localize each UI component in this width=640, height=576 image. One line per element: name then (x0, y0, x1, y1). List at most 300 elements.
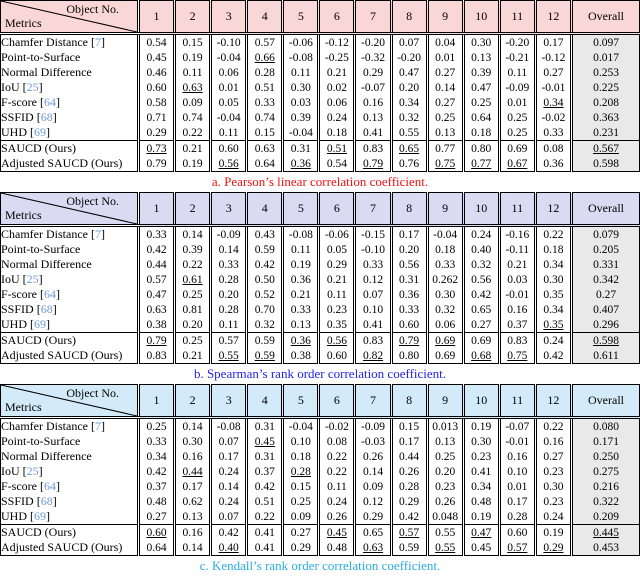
value-cell: 0.45 (319, 525, 355, 541)
value-cell: 0.33 (247, 95, 283, 110)
value-cell: 0.23 (535, 464, 571, 479)
value-cell: 0.50 (247, 272, 283, 287)
citation-bracket: [ (37, 479, 44, 493)
metric-name: SSFID (1, 110, 34, 124)
value-cell: 0.44 (175, 464, 211, 479)
value-cell: 0.16 (355, 95, 391, 110)
value-cell: -0.08 (283, 50, 319, 65)
value-cell: 0.45 (247, 434, 283, 449)
object-column-header: 2 (175, 1, 211, 34)
overall-value-cell: 0.275 (572, 464, 640, 479)
metric-name: UHD (1, 125, 27, 139)
value-cell: 0.22 (535, 226, 571, 243)
value-cell: 0.11 (211, 317, 247, 333)
value-cell: 0.07 (211, 509, 247, 525)
object-column-header: 2 (175, 385, 211, 418)
value-cell: 0.30 (535, 479, 571, 494)
value-cell: -0.02 (535, 110, 571, 125)
value-cell: 0.10 (355, 302, 391, 317)
value-cell: -0.06 (319, 226, 355, 243)
value-cell: 0.47 (391, 65, 427, 80)
metric-label-cell (1, 494, 139, 509)
corner-metrics-label: Metrics (5, 208, 42, 222)
value-cell: 0.14 (175, 540, 211, 556)
table-body (1, 34, 640, 172)
value-cell: 0.16 (499, 302, 535, 317)
value-cell: 0.67 (499, 156, 535, 172)
correlation-table-block (0, 0, 640, 192)
value-cell: 0.61 (175, 272, 211, 287)
object-column-header: 1 (139, 193, 175, 226)
table-row (1, 317, 640, 333)
overall-value-cell: 0.231 (572, 125, 640, 141)
value-cell: 0.07 (355, 287, 391, 302)
value-cell: 0.33 (427, 257, 463, 272)
table-row (1, 525, 640, 541)
value-cell: 0.44 (391, 449, 427, 464)
citation-bracket: [ (19, 464, 27, 478)
table-row (1, 348, 640, 364)
value-cell: 0.36 (283, 272, 319, 287)
value-cell: 0.11 (499, 65, 535, 80)
value-cell: 0.69 (427, 333, 463, 349)
value-cell: 0.15 (247, 125, 283, 141)
value-cell: 0.33 (139, 434, 175, 449)
value-cell: 0.25 (139, 418, 175, 435)
value-cell: 0.28 (247, 65, 283, 80)
value-cell: 0.12 (355, 494, 391, 509)
value-cell: 0.60 (211, 141, 247, 157)
metric-label-cell (1, 479, 139, 494)
value-cell: 0.29 (535, 540, 571, 556)
citation-bracket: ] (46, 317, 50, 331)
correlation-table (0, 384, 640, 556)
value-cell: -0.15 (355, 226, 391, 243)
value-cell: 0.51 (247, 80, 283, 95)
value-cell: -0.01 (499, 434, 535, 449)
table-row (1, 333, 640, 349)
value-cell: -0.08 (211, 418, 247, 435)
corner-metrics-label: Metrics (5, 16, 42, 30)
value-cell: 0.13 (283, 317, 319, 333)
value-cell: 0.64 (247, 156, 283, 172)
value-cell: 0.51 (247, 494, 283, 509)
overall-value-cell: 0.225 (572, 80, 640, 95)
value-cell: -0.12 (535, 50, 571, 65)
value-cell: 0.65 (391, 141, 427, 157)
value-cell: 0.27 (427, 65, 463, 80)
metric-label-cell (1, 257, 139, 272)
value-cell: 0.54 (319, 156, 355, 172)
citation-bracket: ] (46, 509, 50, 523)
metric-name: SAUCD (Ours) (1, 333, 76, 347)
citation-number[interactable]: 68 (40, 110, 53, 124)
object-column-header: 12 (535, 385, 571, 418)
value-cell: -0.20 (391, 50, 427, 65)
citation-number[interactable]: 25 (26, 464, 39, 478)
value-cell: 0.32 (247, 317, 283, 333)
correlation-table-block (0, 192, 640, 384)
value-cell: 0.06 (427, 317, 463, 333)
citation-number[interactable]: 7 (94, 35, 101, 49)
value-cell: 0.83 (355, 333, 391, 349)
citation-bracket: [ (19, 80, 27, 94)
object-column-header: 7 (355, 385, 391, 418)
value-cell: -0.04 (283, 418, 319, 435)
value-cell: -0.32 (355, 50, 391, 65)
table-row (1, 418, 640, 435)
value-cell: 0.81 (175, 302, 211, 317)
citation-number[interactable]: 7 (94, 227, 101, 241)
value-cell: 0.14 (427, 80, 463, 95)
value-cell: 0.41 (355, 317, 391, 333)
citation-number[interactable]: 69 (34, 125, 46, 139)
metric-name: UHD (1, 317, 27, 331)
value-cell: 0.34 (535, 95, 571, 110)
value-cell: 0.25 (499, 110, 535, 125)
value-cell: 0.33 (535, 125, 571, 141)
table-row (1, 34, 640, 51)
value-cell: 0.57 (247, 34, 283, 51)
citation-bracket: ] (52, 302, 57, 316)
citation-number[interactable]: 68 (40, 302, 53, 316)
metric-label-cell (1, 348, 139, 364)
corner-object-no-label: Object No. (66, 194, 119, 208)
value-cell: 0.42 (139, 242, 175, 257)
value-cell: -0.04 (283, 125, 319, 141)
value-cell: 0.43 (247, 226, 283, 243)
table-row (1, 272, 640, 287)
metric-label-cell (1, 434, 139, 449)
table-row (1, 464, 640, 479)
citation-number[interactable]: 64 (44, 95, 56, 109)
metric-name: Point-to-Surface (1, 50, 81, 64)
metric-name: Normal Difference (1, 65, 92, 79)
value-cell: 0.31 (283, 141, 319, 157)
value-cell: 0.39 (463, 65, 499, 80)
value-cell: 0.09 (283, 509, 319, 525)
value-cell: 0.01 (211, 80, 247, 95)
value-cell: 0.80 (391, 348, 427, 364)
value-cell: 0.25 (499, 125, 535, 141)
object-column-header: 6 (319, 193, 355, 226)
value-cell: 0.36 (283, 156, 319, 172)
value-cell: 0.03 (283, 95, 319, 110)
value-cell: 0.24 (463, 226, 499, 243)
value-cell: 0.24 (535, 509, 571, 525)
value-cell: 0.45 (139, 50, 175, 65)
table-row (1, 125, 640, 141)
value-cell: 0.42 (391, 509, 427, 525)
citation-bracket: [ (33, 494, 41, 508)
metric-label-cell (1, 226, 139, 243)
value-cell: -0.20 (355, 34, 391, 51)
value-cell: 0.68 (463, 348, 499, 364)
overall-value-cell: 0.453 (572, 540, 640, 556)
value-cell: 0.13 (355, 110, 391, 125)
value-cell: 0.48 (139, 494, 175, 509)
table-header-row (1, 385, 640, 418)
value-cell: 0.21 (319, 272, 355, 287)
table-row (1, 226, 640, 243)
metric-label-cell (1, 50, 139, 65)
value-cell: 0.07 (391, 34, 427, 51)
value-cell: -0.07 (499, 418, 535, 435)
value-cell: 0.23 (535, 494, 571, 509)
value-cell: 0.34 (535, 257, 571, 272)
metric-label-cell (1, 242, 139, 257)
table-header-row (1, 193, 640, 226)
value-cell: -0.03 (355, 434, 391, 449)
value-cell: 0.19 (175, 156, 211, 172)
object-column-header: 6 (319, 1, 355, 34)
value-cell: 0.28 (499, 509, 535, 525)
value-cell: 0.56 (391, 257, 427, 272)
citation-bracket: ] (100, 419, 105, 433)
value-cell: 0.17 (211, 449, 247, 464)
citation-number[interactable]: 64 (44, 479, 56, 493)
value-cell: -0.25 (319, 50, 355, 65)
value-cell: 0.37 (499, 317, 535, 333)
object-column-header: 12 (535, 1, 571, 34)
value-cell: 0.13 (175, 509, 211, 525)
value-cell: 0.15 (391, 418, 427, 435)
table-caption: c. Kendall’s rank order correlation coefficient. (199, 558, 441, 573)
value-cell: 0.02 (319, 80, 355, 95)
value-cell: 0.17 (175, 479, 211, 494)
citation-number[interactable]: 25 (26, 272, 39, 286)
value-cell: 0.56 (319, 333, 355, 349)
overall-value-cell: 0.079 (572, 226, 640, 243)
metric-label-cell (1, 34, 139, 51)
metric-label-cell (1, 540, 139, 556)
citation-bracket: ] (100, 35, 105, 49)
table-row (1, 540, 640, 556)
value-cell: 0.47 (139, 287, 175, 302)
overall-value-cell: 0.205 (572, 242, 640, 257)
metric-name: UHD (1, 509, 27, 523)
corner-metrics-label: Metrics (5, 400, 42, 414)
value-cell: 0.25 (427, 110, 463, 125)
value-cell: 0.30 (427, 287, 463, 302)
value-cell: 0.32 (463, 257, 499, 272)
citation-number[interactable]: 69 (34, 317, 46, 331)
value-cell: 0.26 (391, 464, 427, 479)
citation-bracket: [ (27, 509, 34, 523)
value-cell: 0.63 (139, 302, 175, 317)
value-cell: 0.56 (463, 272, 499, 287)
value-cell: 0.20 (175, 317, 211, 333)
value-cell: 0.59 (247, 242, 283, 257)
value-cell: -0.09 (355, 418, 391, 435)
citation-bracket: ] (38, 272, 43, 286)
metric-name: F-score (1, 287, 37, 301)
overall-value-cell: 0.342 (572, 272, 640, 287)
value-cell: 0.11 (319, 287, 355, 302)
value-cell: 0.51 (319, 141, 355, 157)
value-cell: 0.18 (463, 125, 499, 141)
value-cell: 0.77 (427, 141, 463, 157)
citation-bracket: ] (56, 287, 60, 301)
overall-value-cell: 0.331 (572, 257, 640, 272)
value-cell: 0.05 (211, 95, 247, 110)
value-cell: 0.27 (535, 65, 571, 80)
object-column-header: 9 (427, 193, 463, 226)
value-cell: 0.25 (427, 449, 463, 464)
citation-bracket: ] (46, 125, 50, 139)
value-cell: 0.60 (499, 525, 535, 541)
value-cell: 0.33 (355, 257, 391, 272)
overall-column-header: Overall (572, 385, 640, 418)
table-body (1, 418, 640, 556)
value-cell: 0.42 (535, 348, 571, 364)
citation-bracket: [ (87, 35, 95, 49)
value-cell: 0.79 (391, 333, 427, 349)
value-cell: 0.77 (463, 156, 499, 172)
value-cell: 0.83 (139, 348, 175, 364)
overall-value-cell: 0.296 (572, 317, 640, 333)
value-cell: 0.13 (463, 50, 499, 65)
overall-value-cell: 0.253 (572, 65, 640, 80)
citation-number[interactable]: 64 (44, 287, 56, 301)
value-cell: 0.20 (427, 464, 463, 479)
value-cell: -0.01 (499, 287, 535, 302)
value-cell: 0.41 (247, 525, 283, 541)
value-cell: 0.69 (463, 333, 499, 349)
overall-value-cell: 0.27 (572, 287, 640, 302)
value-cell: 0.19 (463, 509, 499, 525)
value-cell: 0.59 (391, 540, 427, 556)
metric-name: Point-to-Surface (1, 242, 81, 256)
value-cell: 0.63 (247, 141, 283, 157)
value-cell: 0.55 (391, 125, 427, 141)
value-cell: 0.21 (499, 257, 535, 272)
value-cell: 0.14 (175, 418, 211, 435)
value-cell: 0.16 (175, 525, 211, 541)
value-cell: -0.04 (211, 50, 247, 65)
value-cell: 0.29 (355, 509, 391, 525)
citation-number[interactable]: 25 (26, 80, 39, 94)
value-cell: -0.11 (499, 242, 535, 257)
object-column-header: 2 (175, 193, 211, 226)
value-cell: 0.10 (283, 434, 319, 449)
object-column-header: 12 (535, 193, 571, 226)
value-cell: 0.18 (535, 242, 571, 257)
object-column-header: 6 (319, 385, 355, 418)
value-cell: 0.63 (175, 80, 211, 95)
value-cell: 0.15 (283, 479, 319, 494)
value-cell: 0.33 (211, 257, 247, 272)
object-column-header: 9 (427, 385, 463, 418)
value-cell: -0.01 (535, 80, 571, 95)
value-cell: 0.42 (247, 257, 283, 272)
value-cell: 0.83 (499, 333, 535, 349)
value-cell: 0.79 (355, 156, 391, 172)
value-cell: 0.35 (535, 287, 571, 302)
value-cell: 0.22 (535, 418, 571, 435)
value-cell: 0.34 (391, 95, 427, 110)
citation-bracket: [ (87, 419, 95, 433)
citation-bracket: [ (87, 227, 95, 241)
citation-bracket: [ (33, 110, 41, 124)
value-cell: 0.30 (463, 34, 499, 51)
value-cell: 0.29 (139, 125, 175, 141)
value-cell: 0.74 (175, 110, 211, 125)
value-cell: 0.69 (427, 348, 463, 364)
metric-name: Adjusted SAUCD (Ours) (1, 348, 123, 362)
value-cell: 0.14 (355, 464, 391, 479)
object-column-header: 3 (211, 1, 247, 34)
value-cell: 0.03 (499, 272, 535, 287)
metric-name: SAUCD (Ours) (1, 525, 76, 539)
overall-value-cell: 0.216 (572, 479, 640, 494)
overall-value-cell: 0.080 (572, 418, 640, 435)
value-cell: 0.06 (211, 65, 247, 80)
corner-object-no-label: Object No. (66, 386, 119, 400)
value-cell: 0.34 (139, 449, 175, 464)
citation-number[interactable]: 7 (94, 419, 101, 433)
value-cell: 0.31 (247, 418, 283, 435)
table-row (1, 449, 640, 464)
value-cell: 0.29 (319, 257, 355, 272)
value-cell: 0.31 (391, 272, 427, 287)
value-cell: 0.13 (427, 434, 463, 449)
value-cell: 0.44 (139, 257, 175, 272)
value-cell: 0.73 (139, 141, 175, 157)
value-cell: 0.26 (427, 494, 463, 509)
value-cell: 0.27 (283, 525, 319, 541)
value-cell: 0.262 (427, 272, 463, 287)
value-cell: 0.83 (355, 141, 391, 157)
value-cell: 0.24 (535, 333, 571, 349)
value-cell: 0.40 (463, 242, 499, 257)
table-row (1, 141, 640, 157)
metric-label-cell (1, 525, 139, 541)
value-cell: 0.27 (535, 449, 571, 464)
value-cell: 0.14 (175, 226, 211, 243)
citation-number[interactable]: 69 (34, 509, 46, 523)
value-cell: -0.21 (499, 50, 535, 65)
object-column-header: 10 (463, 193, 499, 226)
value-cell: 0.16 (499, 449, 535, 464)
overall-value-cell: 0.097 (572, 34, 640, 51)
value-cell: 0.17 (535, 34, 571, 51)
overall-value-cell: 0.598 (572, 156, 640, 172)
metric-label-cell (1, 333, 139, 349)
metric-label-cell (1, 156, 139, 172)
metric-label-cell (1, 449, 139, 464)
value-cell: 0.23 (427, 479, 463, 494)
value-cell: 0.57 (211, 333, 247, 349)
value-cell: 0.01 (427, 50, 463, 65)
citation-bracket: [ (33, 302, 41, 316)
value-cell: 0.23 (463, 449, 499, 464)
value-cell: 0.33 (391, 302, 427, 317)
value-cell: 0.11 (283, 242, 319, 257)
value-cell: 0.18 (427, 242, 463, 257)
value-cell: 0.11 (175, 65, 211, 80)
object-column-header: 10 (463, 385, 499, 418)
value-cell: -0.08 (283, 226, 319, 243)
table-row (1, 287, 640, 302)
value-cell: 0.20 (391, 242, 427, 257)
value-cell: 0.19 (283, 257, 319, 272)
value-cell: 0.52 (247, 287, 283, 302)
citation-number[interactable]: 68 (40, 494, 53, 508)
value-cell: 0.37 (247, 464, 283, 479)
table-row (1, 156, 640, 172)
metric-label-cell (1, 302, 139, 317)
